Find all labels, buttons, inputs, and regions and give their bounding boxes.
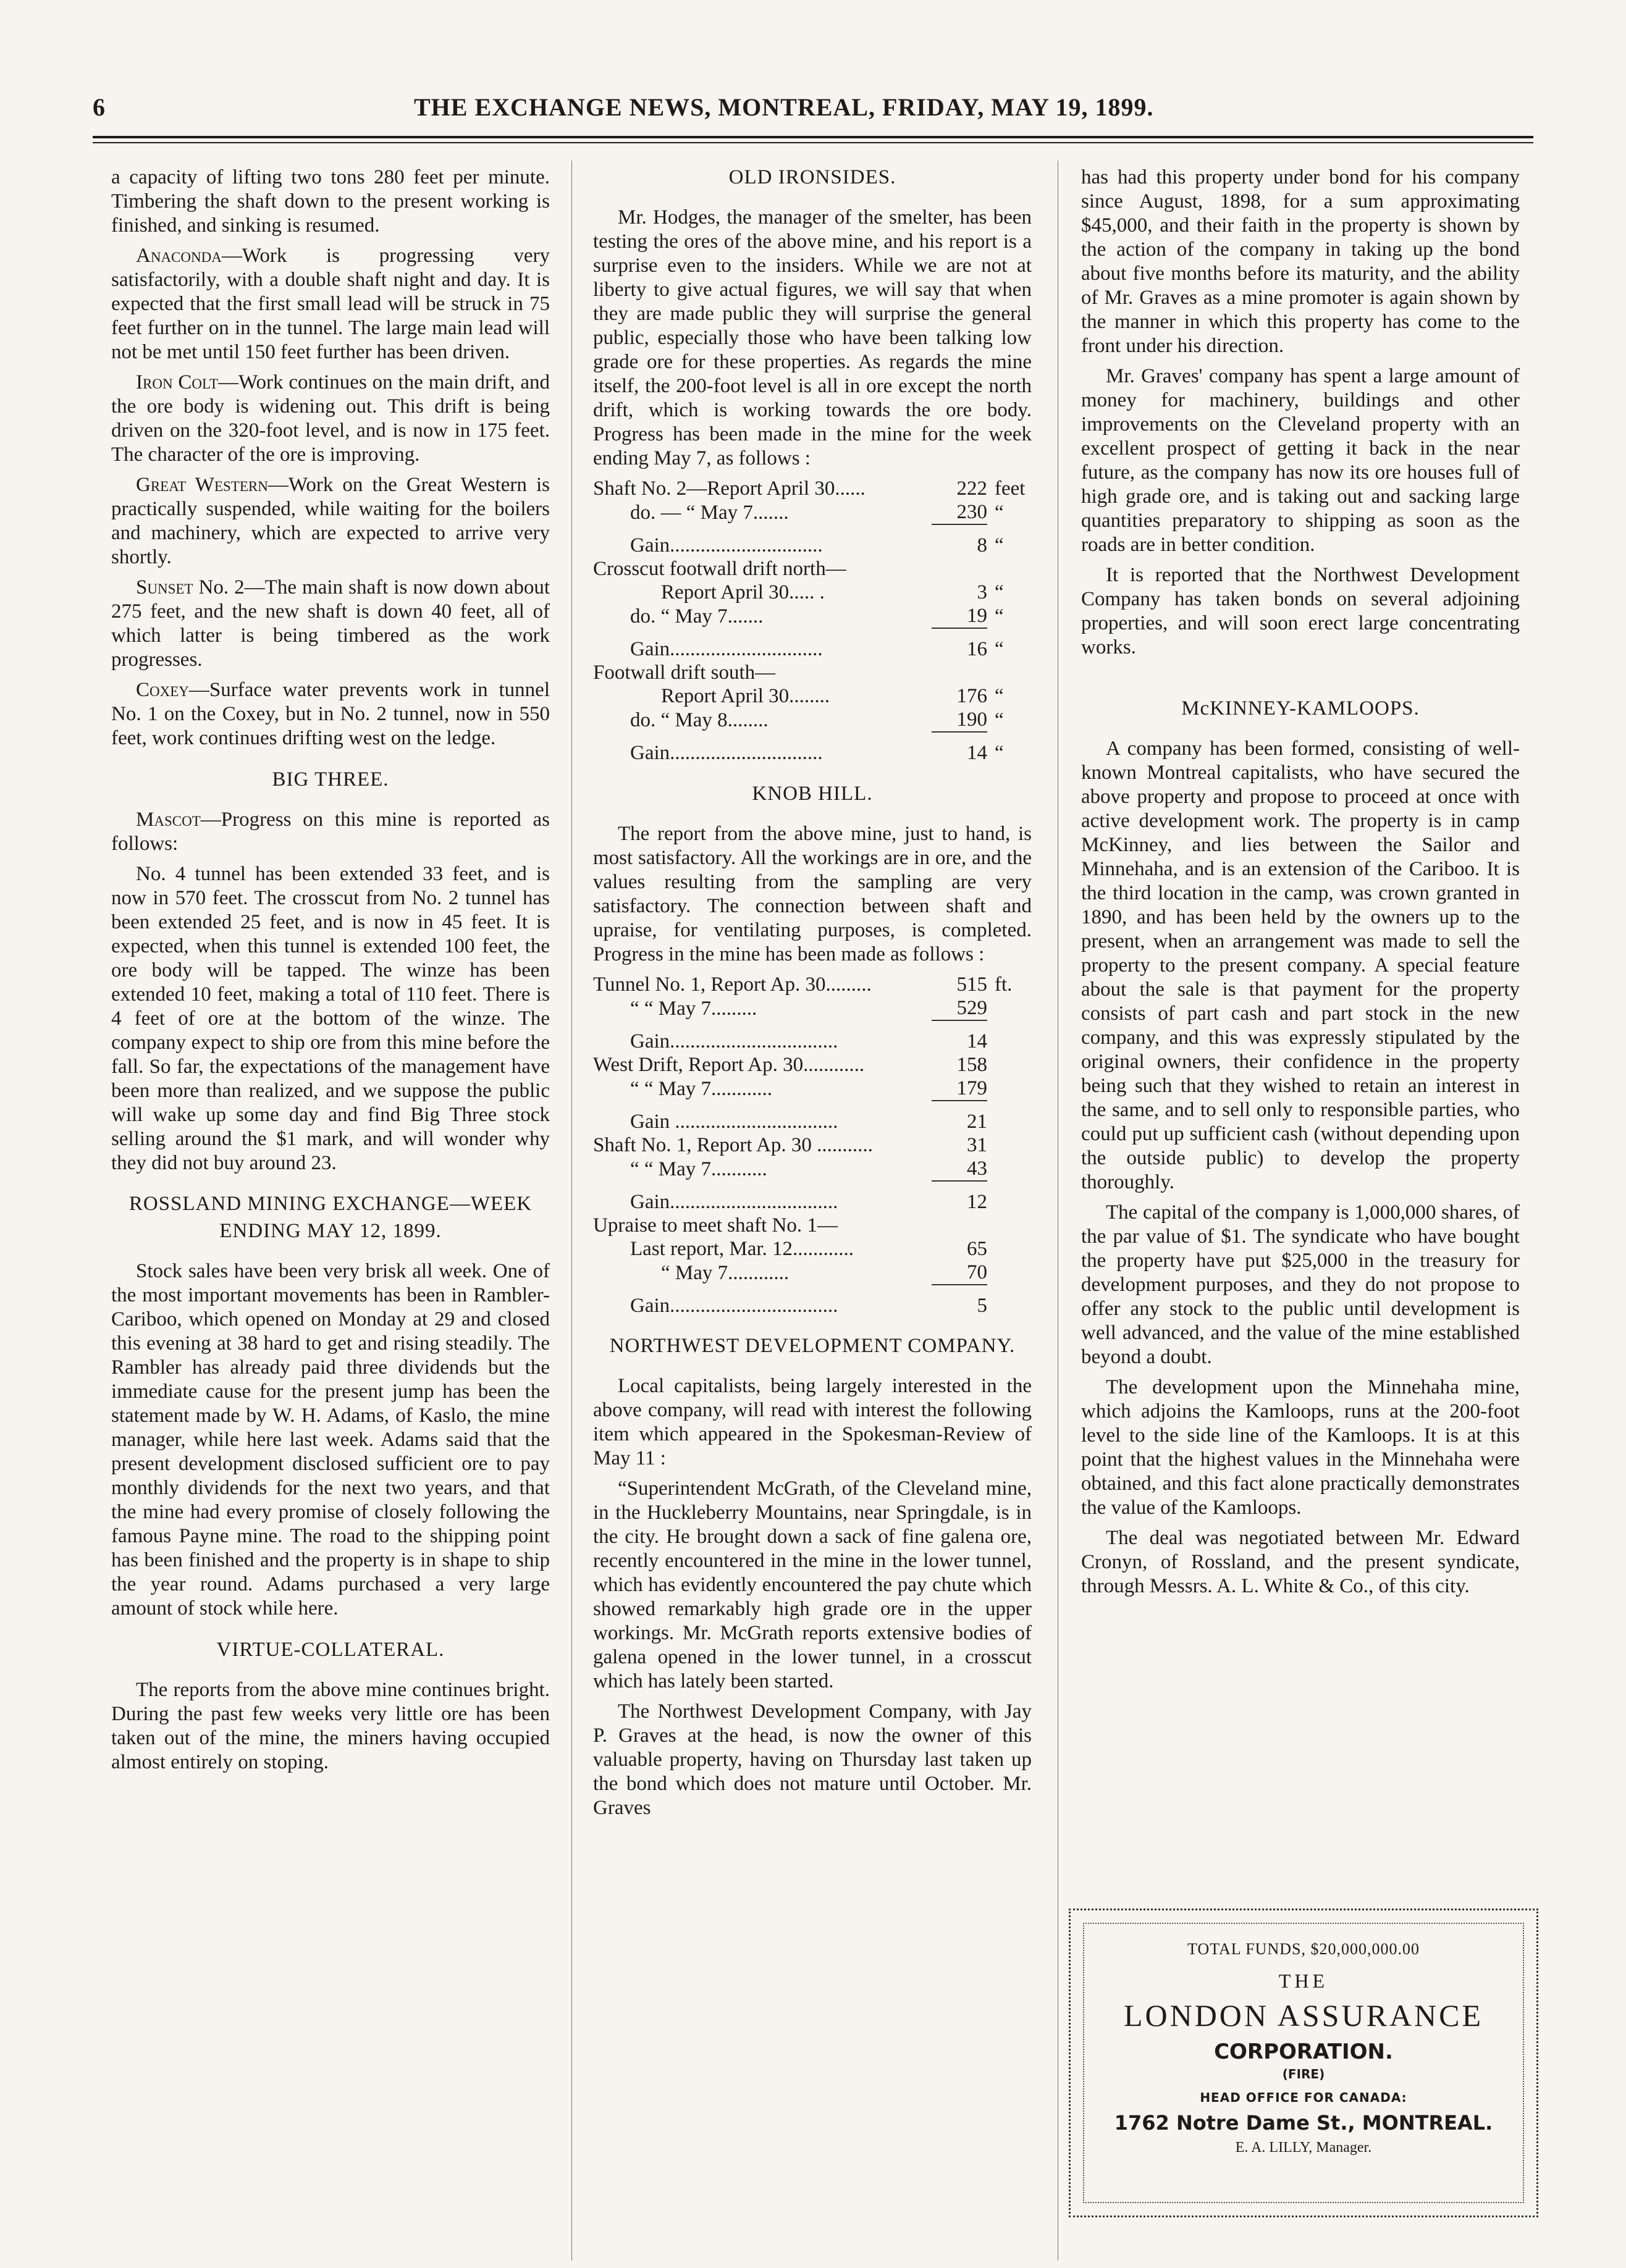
row-unit: “ — [995, 502, 1004, 524]
row-label: Shaft No. 2—Report April 30...... — [593, 477, 866, 500]
row-label: Footwall drift south— — [593, 662, 776, 684]
row-unit: “ — [995, 709, 1004, 731]
row-value: 14 — [932, 732, 987, 765]
row-label: Crosscut footwall drift north— — [593, 558, 846, 580]
row-label: Gain ................................ — [630, 1111, 838, 1133]
heading-old-ironsides: OLD IRONSIDES. — [728, 166, 896, 188]
row-unit — [987, 557, 1032, 581]
row-value — [932, 661, 987, 684]
table-row — [593, 604, 1032, 628]
row-value: 5 — [932, 1285, 987, 1317]
row-label: Gain................................. — [630, 1030, 838, 1052]
row-value: 19 — [967, 605, 987, 627]
table-row-gain — [593, 732, 1032, 765]
row-unit: “ — [995, 638, 1004, 660]
column-divider — [571, 161, 572, 2261]
row-label: Tunnel No. 1, Report Ap. 30......... — [593, 973, 872, 996]
row-unit: “ — [995, 685, 1004, 707]
lead-anaconda: Anaconda — [136, 245, 222, 267]
paragraph-coxey — [111, 678, 550, 750]
row-value: 230 — [956, 501, 987, 523]
row-value: 12 — [932, 1181, 987, 1214]
row-value: 179 — [956, 1077, 987, 1099]
table-row-gain — [593, 524, 1032, 557]
row-value: 31 — [967, 1134, 987, 1156]
row-unit: “ — [995, 742, 1004, 764]
row-unit — [987, 1077, 1032, 1101]
row-value: 529 — [956, 997, 987, 1019]
lead-sunset: Sunset — [136, 576, 193, 598]
row-value: 70 — [967, 1261, 987, 1283]
paragraph-iron-colt — [111, 371, 550, 467]
header-rule-thick — [93, 136, 1533, 138]
lead-coxey: Coxey — [136, 679, 189, 701]
row-label: “ “ May 7............ — [630, 1078, 773, 1100]
heading-virtue-collateral: VIRTUE-COLLATERAL. — [216, 1639, 445, 1661]
column-1 — [111, 166, 550, 1781]
row-label: Gain.............................. — [630, 638, 823, 660]
row-value: 16 — [932, 628, 987, 661]
table-row — [593, 581, 1032, 604]
row-value: 14 — [932, 1020, 987, 1053]
row-value: 3 — [977, 581, 987, 603]
row-unit — [987, 1053, 1032, 1077]
ad-head-office: HEAD OFFICE FOR CANADA: — [1200, 2090, 1407, 2105]
paragraph-mascot — [111, 808, 550, 856]
row-unit — [987, 661, 1032, 684]
progress-table-old-ironsides — [593, 477, 1032, 765]
row-label: do. — “ May 7....... — [630, 502, 789, 524]
paragraph-great-western — [111, 473, 550, 569]
row-label: Shaft No. 1, Report Ap. 30 ........... — [593, 1134, 873, 1156]
text-anaconda: —Work is progressing very satisfactorily, with a double shaft night and day. It is expected that the first small lead will be struck in 75 feet further on in the tunnel. The large main lead will not be met until 150 feet further has been driven. — [111, 245, 550, 363]
table-row — [593, 477, 1032, 500]
row-value — [932, 557, 987, 581]
paragraph-sunset — [111, 576, 550, 672]
text-iron-colt: —Work continues on the main drift, and the ore body is widening out. This drift is being driven on the 320-foot level, and is now in 175 feet. The character of the ore is improving. — [111, 371, 550, 466]
table-row — [593, 1237, 1032, 1261]
text-coxey: —Surface water prevents work in tunnel No. 1 on the Coxey, but in No. 2 tunnel, now in 550 feet, work continues drifting west on the ledge. — [111, 679, 550, 749]
lead-mascot: Mascot — [136, 808, 201, 831]
table-row — [593, 500, 1032, 524]
masthead — [93, 93, 1533, 130]
row-value: 222 — [956, 477, 987, 500]
ad-manager: E. A. LILLY, Manager. — [1235, 2140, 1372, 2156]
table-row — [593, 1133, 1032, 1157]
row-unit — [987, 1214, 1032, 1237]
row-value: 21 — [932, 1101, 987, 1133]
table-row — [593, 1214, 1032, 1237]
row-value: 65 — [967, 1238, 987, 1260]
row-value: 158 — [956, 1054, 987, 1076]
row-unit — [987, 1285, 1032, 1317]
paragraph: has had this property under bond for his company since August, 1898, for a sum approximating $45,000, and their faith in the property is shown by the action of the company in taking up the bond about five months before its maturity, and the ability of Mr. Graves as a mine promoter is again shown by the manner in which this property has come to the front under his direction. — [1081, 166, 1520, 357]
progress-table-knob-hill — [593, 973, 1032, 1317]
row-value: 190 — [956, 708, 987, 731]
paragraph: A company has been formed, consisting of well-known Montreal capitalists, who have secured the above property and propose to proceed at once with active development work. The property is in camp McKinney, and lies between the Sailor and Minnehaha, and is an extension of the Cariboo. It is the third location in the camp, was crown granted in 1890, and has been held by the owners up to the present, when an arrangement was made to sell the property to the present company. A special feature about the sale is that payment for the property consists of part cash and part stock in the new company, and this was expressly stipulated by the original owners, their confidence in the property being such that they wished to retain an interest in the same, and to sell only to responsible parties, who could put up sufficient cash (without depending upon the outside public) to develop the property thoroughly. — [1081, 737, 1520, 1193]
row-value — [932, 1214, 987, 1237]
row-unit — [987, 1181, 1032, 1214]
column-3 — [1081, 166, 1520, 1605]
heading-big-three: BIG THREE. — [272, 768, 389, 791]
ad-total-funds: TOTAL FUNDS, $20,000,000.00 — [1187, 1940, 1420, 1958]
paragraph: Mr. Hodges, the manager of the smelter, has been testing the ores of the above mine, and his report is a surprise even to the insiders. While we are not at liberty to give actual figures, we will say that when they are made public they will surprise the general public, especially those who have been talking low grade ore for these properties. As regards the mine itself, the 200-foot level is all in ore except the north drift, which is working towards the ore body. Progress has been made in the mine for the week ending May 7, as follows : — [593, 206, 1032, 469]
running-head: THE EXCHANGE NEWS, MONTREAL, FRIDAY, MAY 19, 1899. — [414, 93, 1154, 121]
row-unit — [987, 1237, 1032, 1261]
table-row — [593, 973, 1032, 996]
row-unit — [987, 1133, 1032, 1157]
row-label: Gain.............................. — [630, 534, 823, 556]
header-rule-thin — [93, 142, 1533, 143]
table-row — [593, 557, 1032, 581]
ad-the: THE — [1278, 1970, 1329, 1992]
row-unit: feet — [995, 477, 1026, 500]
paragraph: The report from the above mine, just to hand, is most satisfactory. All the workings are in ore, and the values resulting from the sampling are very satisfactory. The connection between shaft and upraise, for ventilating purposes, is completed. Progress in the mine has been made as follows : — [593, 823, 1032, 965]
row-unit: “ — [995, 605, 1004, 628]
row-unit: “ — [995, 534, 1004, 556]
heading-mckinney-kamloops: McKINNEY-KAMLOOPS. — [1181, 697, 1420, 720]
column-2 — [593, 166, 1032, 1826]
table-row — [593, 1053, 1032, 1077]
row-label: “ “ May 7......... — [630, 998, 757, 1020]
row-unit — [987, 1157, 1032, 1181]
table-row-gain — [593, 1181, 1032, 1214]
paragraph: a capacity of lifting two tons 280 feet per minute. Timbering the shaft down to the present working is finished, and sinking is resumed. — [111, 166, 550, 237]
paragraph: No. 4 tunnel has been extended 33 feet, and is now in 570 feet. The crosscut from No. 2 tunnel has been extended 25 feet, and is now in 45 feet. It is expected, when this tunnel is extended 100 feet, the ore body will be tapped. The winze has been extended 10 feet, making a total of 110 feet. There is 4 feet of ore at the bottom of the winze. The company expect to ship ore from this mine before the fall. So far, the expectations of the management have been more than realized, and we suppose the public will wake up some day and find Big Three stock selling around the $1 mark, and will wonder why they did not buy around 23. — [111, 863, 550, 1174]
table-row — [593, 1261, 1032, 1285]
row-label: West Drift, Report Ap. 30............ — [593, 1054, 865, 1076]
text-mascot: —Progress on this mine is reported as follows: — [111, 808, 550, 855]
table-row — [593, 661, 1032, 684]
ad-corporation: CORPORATION. — [1214, 2039, 1393, 2064]
row-label: Last report, Mar. 12............ — [630, 1238, 854, 1260]
row-unit: “ — [995, 581, 1004, 603]
ad-address: 1762 Notre Dame St., MONTREAL. — [1114, 2111, 1493, 2135]
row-label: do. “ May 8........ — [630, 709, 769, 731]
row-unit — [987, 1101, 1032, 1133]
text-sunset: No. 2—The main shaft is now down about 275 feet, and the new shaft is down 40 feet, all of which latter is being timbered as the work progresses. — [111, 576, 550, 671]
row-label: Report April 30........ — [661, 685, 830, 707]
paragraph: Stock sales have been very brisk all week. One of the most important movements has been in Rambler-Cariboo, which opened on Monday at 29 and closed this evening at 38 hard to get and rising steadily. The Rambler has already paid three dividends but the immediate cause for the present jump has been the statement made by W. H. Adams, of Kaslo, the mine manager, while here last week. Adams said that the present development disclosed sufficient ore to pay monthly dividends for the next two years, and that the mine had every promise of closely following the famous Payne mine. The road to the shipping point has been finished and the property is in shape to ship the year round. Adams purchased a very large amount of stock while here. — [111, 1260, 550, 1619]
advertisement-london-assurance — [1069, 1909, 1538, 2217]
row-label: Gain................................. — [630, 1295, 838, 1317]
paragraph-anaconda — [111, 244, 550, 364]
table-row-gain — [593, 1101, 1032, 1133]
paragraph: It is reported that the Northwest Development Company has taken bonds on several adjoining properties, and will soon erect large concentrating works. — [1081, 564, 1520, 658]
row-value: 8 — [932, 524, 987, 557]
table-row — [593, 1077, 1032, 1101]
row-label: Report April 30..... . — [661, 581, 825, 603]
lead-great-western: Great Western — [136, 474, 268, 496]
ad-inner-border — [1083, 1923, 1524, 2203]
row-value: 515 — [956, 973, 987, 996]
row-label: Gain................................. — [630, 1191, 838, 1213]
heading-rossland-exchange: ROSSLAND MINING EXCHANGE—WEEK ENDING MAY 12, 1899. — [128, 1193, 533, 1242]
row-value: 43 — [967, 1157, 987, 1180]
row-label: Gain.............................. — [630, 742, 823, 764]
table-row-gain — [593, 1285, 1032, 1317]
heading-northwest-development: NORTHWEST DEVELOPMENT COMPANY. — [609, 1335, 1016, 1357]
paragraph: Local capitalists, being largely interested in the above company, will read with interest the following item which appeared in the Spokesman-Review of May 11 : — [593, 1375, 1032, 1469]
row-unit — [987, 1261, 1032, 1285]
row-unit — [987, 1020, 1032, 1053]
paragraph: The Northwest Development Company, with Jay P. Graves at the head, is now the owner of this valuable property, having on Thursday last taken up the bond which does not mature until October. Mr. Graves — [593, 1700, 1032, 1819]
paragraph: “Superintendent McGrath, of the Cleveland mine, in the Huckleberry Mountains, near Springdale, is in the city. He brought down a sack of fine galena ore, recently encountered in the mine in the lower tunnel, which has evidently encountered the pay chute which showed remarkably high grade ore in the upper workings. Mr. McGrath reports extensive bodies of galena opened in the lower tunnel, in a crosscut which has lately been started. — [593, 1477, 1032, 1692]
row-label: Upraise to meet shaft No. 1— — [593, 1214, 838, 1237]
paragraph: The capital of the company is 1,000,000 shares, of the par value of $1. The syndicate who have bought the property have put $25,000 in the treasury for development purposes, and they do not propose to offer any stock to the public until development is well advanced, and the value of the mine established beyond a doubt. — [1081, 1201, 1520, 1368]
row-value: 176 — [956, 685, 987, 707]
row-label: do. “ May 7....... — [630, 605, 764, 628]
row-unit: ft. — [995, 973, 1013, 996]
paragraph: Mr. Graves' company has spent a large amount of money for machinery, buildings and other improvements on the Cleveland property with an excellent prospect of getting it back in the near future, as the company has now its ore houses full of high grade ore, and is taking out and sacking large quantities preparatory to shipping as soon as the roads are in better condition. — [1081, 365, 1520, 556]
table-row — [593, 996, 1032, 1020]
ad-company-name: LONDON ASSURANCE — [1123, 1998, 1484, 2033]
paragraph: The reports from the above mine continues bright. During the past few weeks very little ore has been taken out of the mine, the miners having occupied almost entirely on stoping. — [111, 1679, 550, 1773]
table-row — [593, 1157, 1032, 1181]
table-row-gain — [593, 628, 1032, 661]
ad-fire: (FIRE) — [1282, 2067, 1325, 2081]
heading-knob-hill: KNOB HILL. — [752, 783, 873, 805]
row-label: “ “ May 7........... — [630, 1158, 767, 1180]
paragraph: The development upon the Minnehaha mine, which adjoins the Kamloops, runs at the 200-foot level to the side line of the Kamloops. It is at this point that the highest values in the Minnehaha were obtained, and this fact alone practically demonstrates the value of the Kamloops. — [1081, 1376, 1520, 1519]
table-row-gain — [593, 1020, 1032, 1053]
paragraph: The deal was negotiated between Mr. Edward Cronyn, of Rossland, and the present syndicate, through Messrs. A. L. White & Co., of this city. — [1081, 1527, 1520, 1597]
table-row — [593, 708, 1032, 732]
row-unit — [987, 996, 1032, 1020]
lead-iron-colt: Iron Colt — [136, 371, 218, 393]
page-number: 6 — [93, 93, 105, 121]
table-row — [593, 684, 1032, 708]
row-label: “ May 7............ — [661, 1262, 790, 1284]
text-great-western: —Work on the Great Western is practically suspended, while waiting for the boilers and machinery, which are expected to arrive very shortly. — [111, 474, 550, 568]
